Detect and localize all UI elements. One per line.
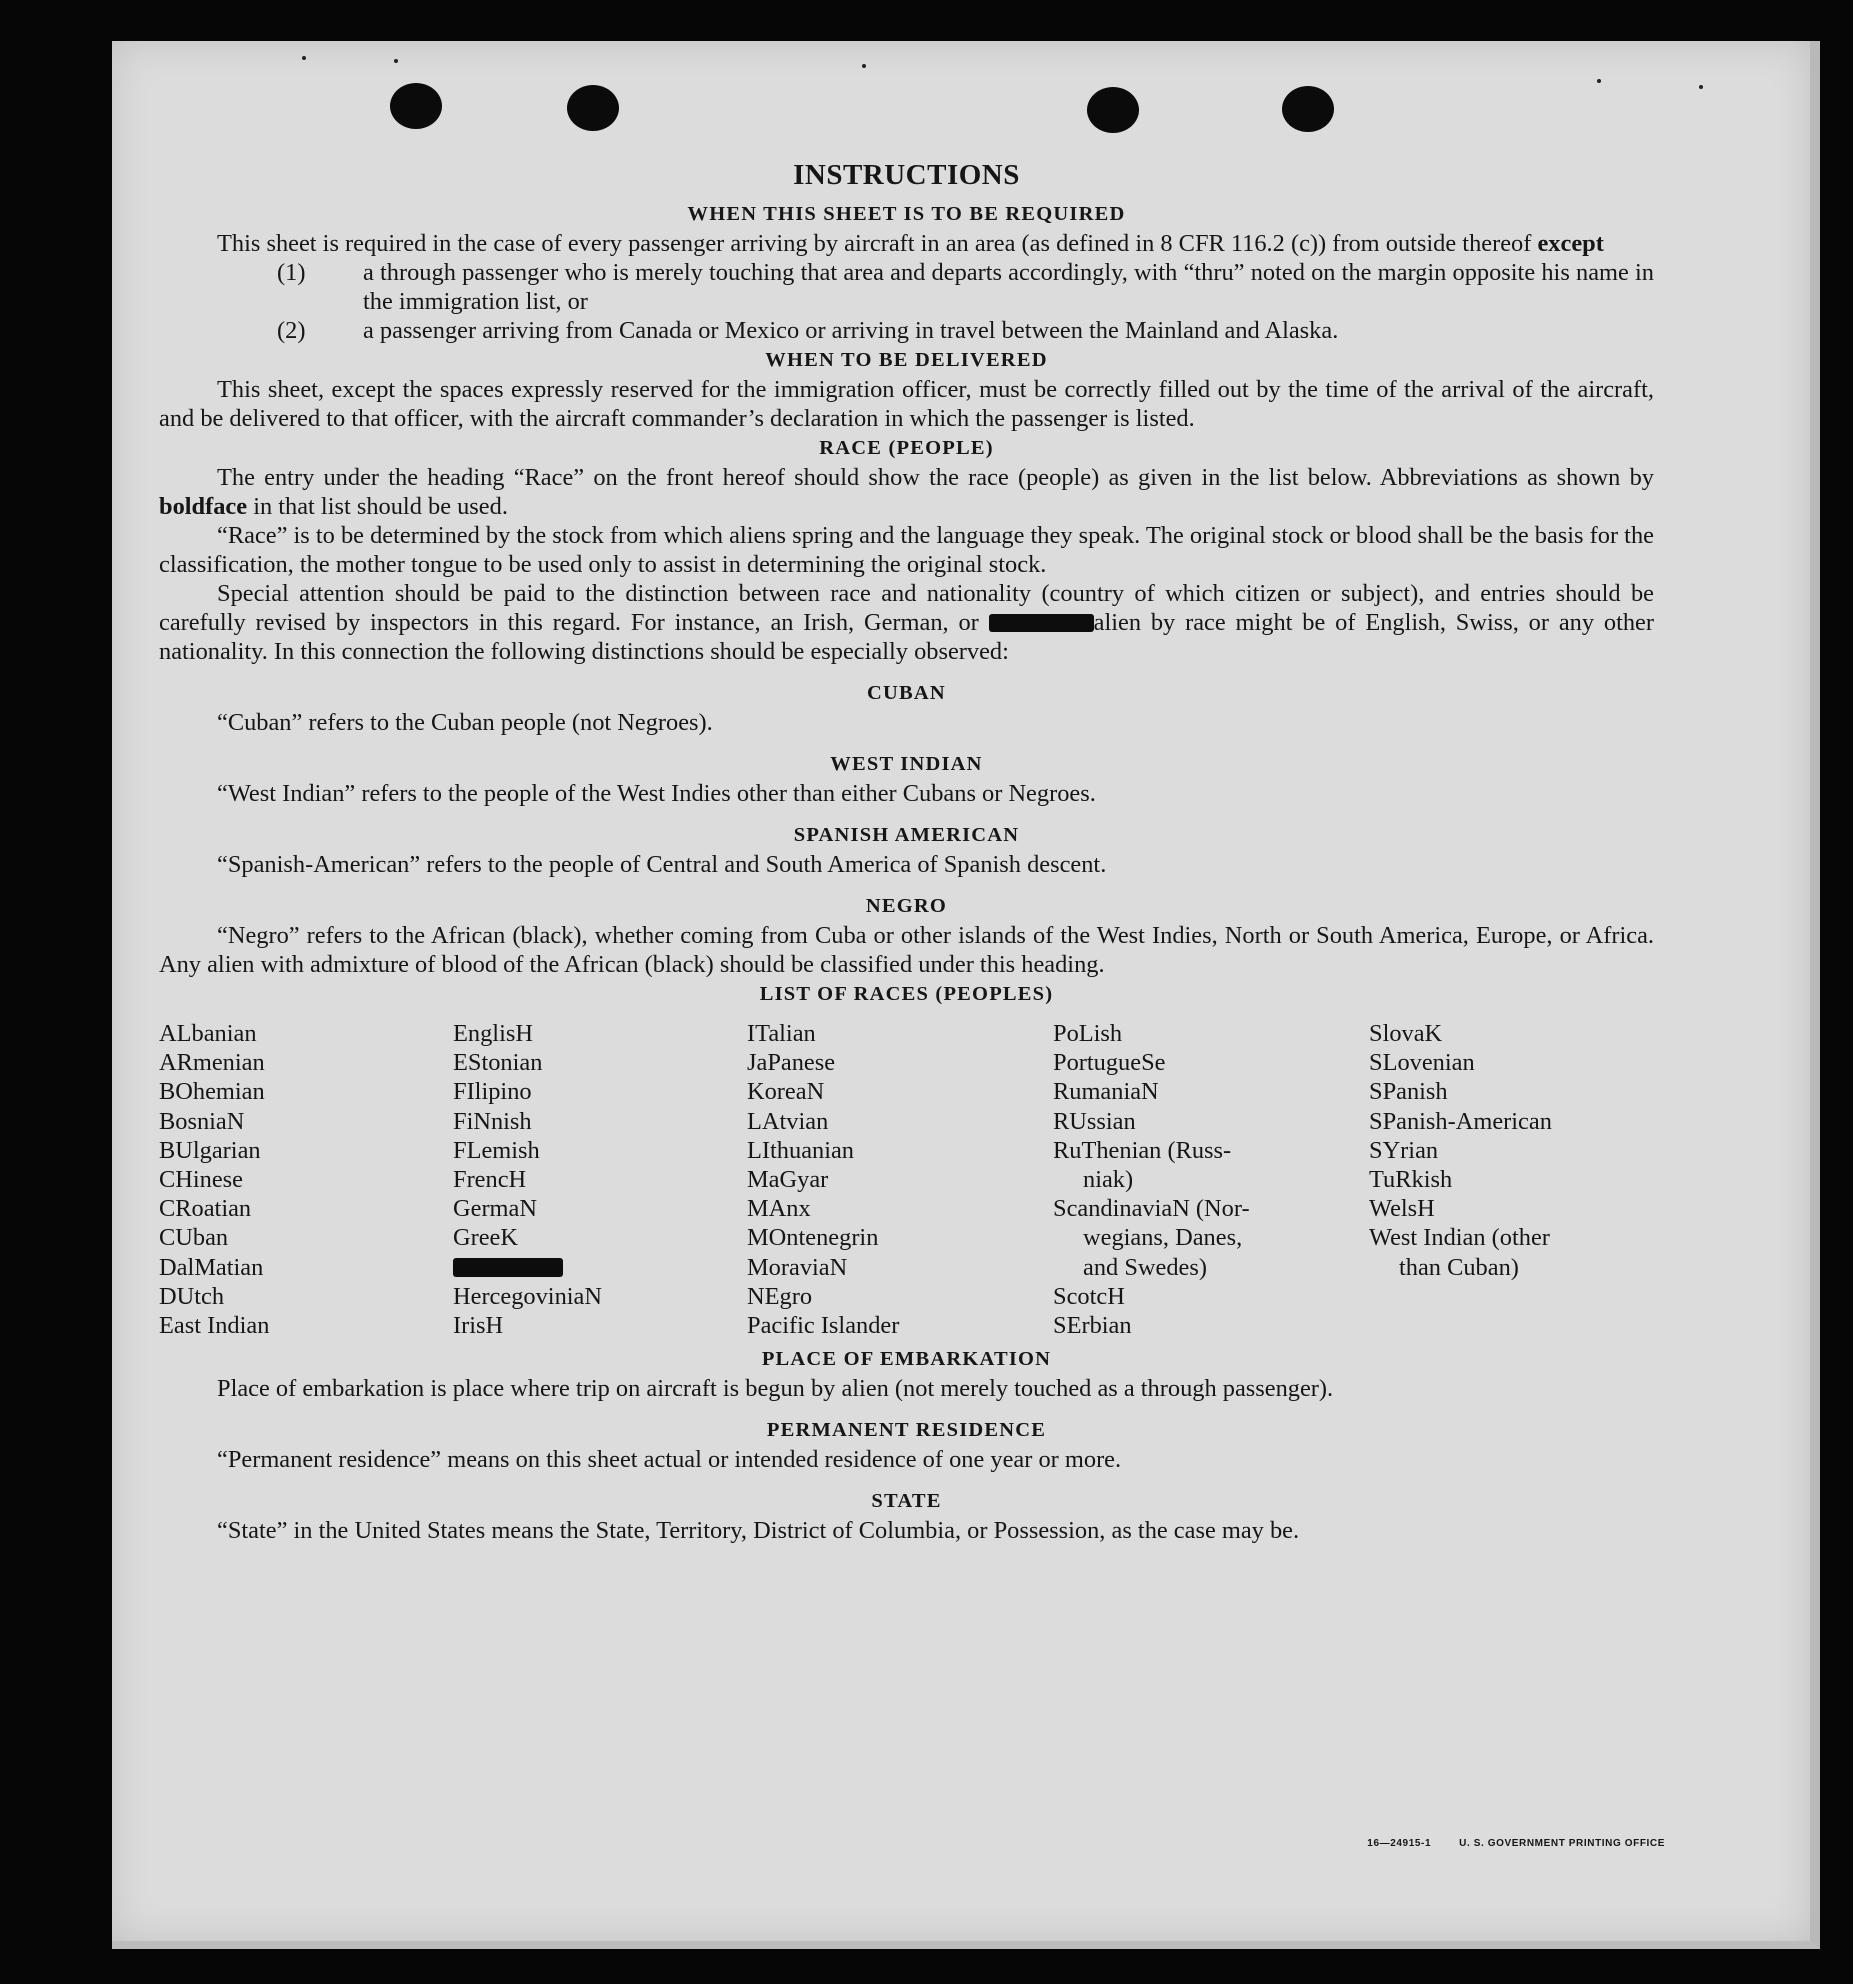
heading-spanish-american: SPANISH AMERICAN (793, 824, 1020, 846)
race-entry: SPanish (1369, 1078, 1448, 1106)
race-paragraph-2: “Race” is to be determined by the stock from which aliens spring and the language they speak. The original stock or blood shall be the basis for the classification, the mother tongue to be used only to assist in determining the original stock. (159, 522, 1654, 578)
race-entry: BOhemian (159, 1078, 265, 1106)
race-entry: PortugueSe (1053, 1049, 1166, 1077)
race-entry: KoreaN (747, 1078, 825, 1106)
race-entry: DalMatian (159, 1253, 264, 1281)
page-title: INSTRUCTIONS (793, 159, 1020, 191)
race-entry: EnglisH (453, 1020, 533, 1047)
permanent-residence-text: “Permanent residence” means on this sheet actual or intended residence of one year or more. (217, 1446, 1122, 1474)
exception-item-2 (159, 316, 1654, 345)
heading-permanent-residence: PERMANENT RESIDENCE (766, 1419, 1047, 1442)
race-entry: MOntenegrin (747, 1224, 879, 1252)
race-list (159, 1019, 1654, 1340)
race-entry: West Indian (other (1369, 1224, 1550, 1252)
race-entry: ALbanian (159, 1020, 257, 1047)
redaction-mark (989, 614, 1094, 632)
race-entry: CRoatian (159, 1195, 252, 1223)
exception-item-1 (159, 258, 1654, 316)
race-entry: BosniaN (159, 1107, 245, 1135)
race-entry: GermaN (453, 1195, 537, 1223)
race-entry: DUtch (159, 1282, 225, 1310)
race-entry: ITalian (747, 1020, 816, 1047)
race-entry: WelsH (1369, 1195, 1435, 1223)
heading-negro: NEGRO (865, 895, 948, 917)
race-entry: CHinese (159, 1166, 243, 1194)
item-number: (1) (277, 259, 306, 286)
race-entry: RuThenian (Russ- (1053, 1136, 1232, 1164)
cuban-text: “Cuban” refers to the Cuban people (not Negroes). (217, 709, 713, 736)
punch-hole (567, 85, 619, 131)
heading-list-of-races: LIST OF RACES (PEOPLES) (759, 983, 1054, 1005)
instructions-content (159, 159, 1654, 1545)
race-column-4 (1053, 1019, 1369, 1340)
heading-when-required: WHEN THIS SHEET IS TO BE REQUIRED (687, 203, 1126, 225)
document-sheet (112, 41, 1820, 1949)
race-entry: MAnx (747, 1195, 811, 1223)
west-indian-text: “West Indian” refers to the people of the West Indies other than either Cubans or Negroes. (217, 780, 1096, 807)
race-entry: NEgro (747, 1282, 813, 1310)
race-entry-continued: wegians, Danes, (1083, 1224, 1243, 1252)
item-text: a through passenger who is merely touching that area and departs accordingly, with “thru” noted on the margin opposite his name in the immigration list, or (363, 259, 1654, 315)
race-entry-continued: than Cuban) (1399, 1253, 1519, 1281)
race-column-1 (159, 1019, 453, 1340)
negro-text: “Negro” refers to the African (black), whether coming from Cuba or other islands of the West Indies, North or South America, Europe, or Africa. Any alien with admixture of blood of the African (black) should be classified under this heading. (159, 922, 1654, 978)
race-entry: PoLish (1053, 1020, 1123, 1047)
race-entry: East Indian (159, 1312, 270, 1340)
form-number: 16—24915-1 (1367, 1838, 1432, 1849)
race-entry: LIthuanian (747, 1136, 855, 1164)
race-entry: SLovenian (1369, 1049, 1475, 1077)
heading-west-indian: WEST INDIAN (830, 753, 983, 775)
race-entry: FIlipino (453, 1078, 532, 1106)
speck (394, 59, 398, 63)
race-entry: CUban (159, 1224, 229, 1252)
race-entry-continued: and Swedes) (1083, 1253, 1207, 1281)
race-paragraph-1: The entry under the heading “Race” on the front hereof should show the race (people) as given in the list below. Abbreviations as shown by boldface in that list should be used. (159, 464, 1654, 520)
race-entry: FrencH (453, 1166, 527, 1194)
punch-hole (390, 83, 442, 129)
race-entry: ScotcH (1053, 1282, 1125, 1310)
race-entry: EStonian (453, 1049, 543, 1077)
race-entry-redacted (453, 1253, 747, 1282)
race-entry: SPanish-American (1369, 1107, 1552, 1135)
heading-cuban: CUBAN (867, 682, 946, 704)
race-entry: ScandinaviaN (Nor- (1053, 1195, 1250, 1223)
race-entry: TuRkish (1369, 1166, 1453, 1194)
state-text: “State” in the United States means the State, Territory, District of Columbia, or Possession, as the case may be. (217, 1517, 1300, 1545)
race-entry: ARmenian (159, 1049, 265, 1077)
redaction-mark (453, 1258, 563, 1277)
race-column-5 (1369, 1019, 1654, 1340)
race-entry: FLemish (453, 1136, 540, 1164)
race-entry: BUlgarian (159, 1136, 261, 1164)
when-delivered-text: This sheet, except the spaces expressly reserved for the immigration officer, must be correctly filled out by the time of the arrival of the aircraft, and be delivered to that officer, with the aircraft commander’s declaration in which the passenger is listed. (159, 376, 1654, 432)
punch-hole (1087, 87, 1139, 133)
item-number: (2) (277, 317, 306, 344)
print-footer (1367, 1838, 1665, 1849)
spanish-american-text: “Spanish-American” refers to the people of Central and South America of Spanish descent. (217, 851, 1107, 878)
printer-credit: U. S. GOVERNMENT PRINTING OFFICE (1459, 1838, 1665, 1849)
speck (1597, 79, 1601, 83)
race-entry: SlovaK (1369, 1020, 1443, 1047)
race-entry: MoraviaN (747, 1253, 848, 1281)
race-entry: RumaniaN (1053, 1078, 1159, 1106)
race-entry: RUssian (1053, 1107, 1136, 1135)
race-entry-continued: niak) (1083, 1166, 1134, 1194)
race-entry: IrisH (453, 1312, 504, 1340)
when-required-intro: This sheet is required in the case of every passenger arriving by aircraft in an area (as defined in 8 CFR 116.2 (c)) from outside thereof except (217, 230, 1604, 257)
race-entry: FiNnish (453, 1107, 532, 1135)
race-column-3 (747, 1019, 1053, 1340)
heading-when-delivered: WHEN TO BE DELIVERED (765, 349, 1048, 371)
race-entry: SErbian (1053, 1312, 1132, 1340)
item-text: a passenger arriving from Canada or Mexico or arriving in travel between the Mainland and Alaska. (363, 317, 1339, 344)
race-entry: JaPanese (747, 1049, 836, 1077)
heading-embarkation: PLACE OF EMBARKATION (761, 1348, 1052, 1371)
race-entry: MaGyar (747, 1166, 829, 1194)
heading-race: RACE (PEOPLE) (819, 437, 994, 459)
speck (1699, 85, 1703, 89)
race-entry: GreeK (453, 1224, 519, 1252)
speck (862, 64, 866, 68)
heading-state: STATE (871, 1490, 942, 1513)
race-column-2 (453, 1019, 747, 1340)
race-entry: LAtvian (747, 1107, 829, 1135)
speck (302, 56, 306, 60)
race-entry: HercegoviniaN (453, 1282, 602, 1310)
race-entry: SYrian (1369, 1136, 1439, 1164)
race-entry: Pacific Islander (747, 1312, 900, 1340)
race-paragraph-3: Special attention should be paid to the distinction between race and nationality (country of which citizen or subject), and entries should be carefully revised by inspectors in this regard. For instance, an Irish, German, or alien by race might be of English, Swiss, or any other nationality. In this connection the following distinctions should be especially observed: (159, 580, 1654, 665)
punch-hole (1282, 86, 1334, 132)
embarkation-text: Place of embarkation is place where trip on aircraft is begun by alien (not merely touched as a through passenger). (217, 1375, 1334, 1403)
